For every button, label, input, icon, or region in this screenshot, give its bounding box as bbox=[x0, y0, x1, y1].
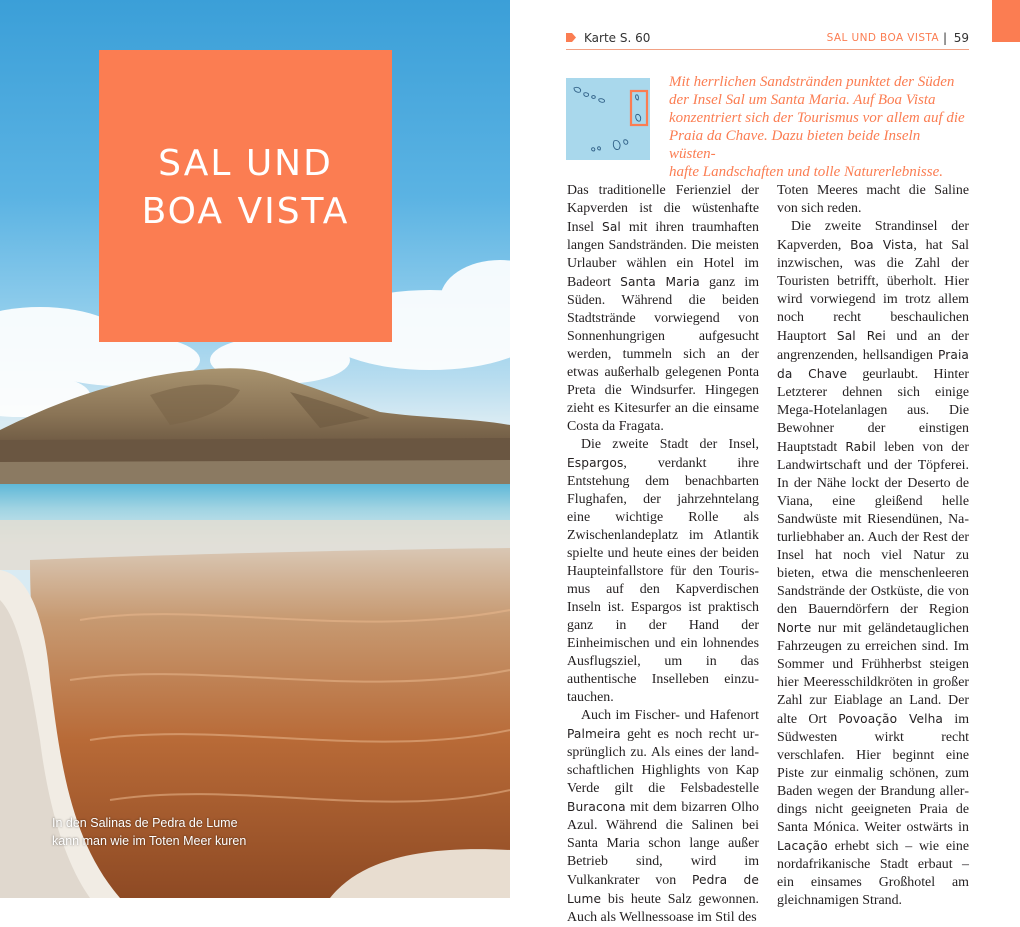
keyword: Sal Rei bbox=[836, 329, 886, 343]
page-number: 59 bbox=[953, 31, 969, 45]
intro-line: Mit herrlichen Sandstränden punktet der Süden bbox=[669, 74, 955, 90]
body-column-left bbox=[567, 182, 759, 927]
locator-map bbox=[566, 78, 650, 160]
map-reference[interactable]: Karte S. 60 bbox=[584, 31, 651, 45]
text-run: nur mit geländetauglichen Fahrzeugen zu erreichen sind. Im Sommer und Frühherbst steigen hier Meeresschildkröten in großer Zahl zur Eiablage an Land. Der alte Ort bbox=[777, 621, 969, 727]
text-run: Die zweite Strandinsel der Kapverden, bbox=[777, 219, 969, 253]
text-run: bis heute Salz gewonnen. Auch als Wellnessoase im Stil des bbox=[567, 892, 759, 925]
paragraph bbox=[567, 436, 759, 707]
text-run: geurlaubt. Hinter Letzterer dehnen sich einige Mega-Hotelanlagen aus. Die Bewohner der einstigen Hauptstadt bbox=[777, 367, 969, 455]
keyword: Povoação Velha bbox=[838, 712, 943, 726]
paragraph bbox=[567, 182, 759, 436]
keyword: Norte bbox=[777, 621, 812, 635]
keyword: Palmeira bbox=[567, 727, 621, 741]
paragraph bbox=[567, 707, 759, 927]
text-run: geht es noch recht ursprünglich zu. Als eines der landschaftlichen Highlights von Kap Verde gilt die Felsbadestelle bbox=[567, 727, 759, 796]
text-page bbox=[510, 0, 1020, 925]
intro-line: hafte Landschaften und tolle Naturerlebnisse. bbox=[669, 164, 944, 180]
text-run: ganz im Süden. Während die beiden Stadtstrände vorwiegend von Sonnenhungrigen aufgesucht werden, tummeln sich an der etwas außerhalb gelegenen Ponta Preta die Windsurfer. Hingegen zieht es Kitesurfer an die einsame Costa da Fragata. bbox=[567, 275, 759, 434]
intro-line: Praia da Chave. Dazu bieten beide Inseln wüsten- bbox=[669, 128, 921, 162]
arrow-tag-icon bbox=[566, 33, 576, 42]
text-run: Die zweite Stadt der Insel, bbox=[581, 437, 759, 452]
body-column-right bbox=[777, 182, 969, 910]
caption-line-1: In den Salinas de Pedra de Lume bbox=[52, 816, 238, 830]
photo-caption bbox=[52, 814, 312, 850]
text-run: leben von der Landwirtschaft und der Töpferei. In der Nähe lockt der Deserto de Viana, eine gleißend helle Sandwüste mit Riesendünen, Naturliebhaber an. Auch der Rest der Insel hat noch viel Natur zu bieten, etwa die menschenleeren Sandstrände der Ostküste, die von den Bauerndörfern der Region bbox=[777, 440, 970, 617]
chapter-title-box bbox=[99, 50, 392, 342]
keyword: Lacação bbox=[777, 839, 828, 853]
keyword: Santa Maria bbox=[620, 275, 700, 289]
chapter-title-line-1: SAL UND bbox=[158, 143, 333, 184]
text-run: mit ihren traumhaften langen Sandstränden. Die meisten Urlauber wählen ein Hotel im Badeort bbox=[567, 220, 759, 290]
caption-line-2: kann man wie im Toten Meer kuren bbox=[52, 834, 247, 848]
text-run: Toten Meeres macht die Saline von sich reden. bbox=[777, 183, 969, 216]
keyword: Pedra de Lume bbox=[567, 873, 759, 906]
paragraph bbox=[777, 182, 969, 218]
chapter-intro bbox=[669, 73, 969, 181]
photo-page bbox=[0, 0, 510, 898]
header-separator: | bbox=[942, 31, 947, 45]
text-run: im Südwesten wirkt recht verschlafen. Hier beginnt eine Piste zur einmalig schönen, zum Baden wegen der Brandung allerdings nicht geeigneten Praia de Santa Mónica. Weiter ostwärts in bbox=[777, 712, 969, 835]
keyword: Buracona bbox=[567, 800, 626, 814]
text-run: mit dem bizarren Olho Azul. Während die Salinen bei Santa Maria schon lange außer Betrieb sind, wird im Vulkankrater von bbox=[567, 800, 759, 888]
corner-tab bbox=[992, 0, 1020, 42]
text-run: , verdankt ihre Entstehung dem benachbarten Flughafen, der jahrzehntelang eine wichtige Rolle als Zwischenlandeplatz im Atlantik spielte und heute eines der beiden Haupteinfallstore für den Tourismus auf den Kapverdischen Inseln ist. Espargos ist praktisch ganz in der Hand der Einheimischen und ein lohnendes Ausflugsziel, um in das authentische Inselleben einzutauchen. bbox=[567, 456, 759, 705]
paragraph bbox=[777, 218, 969, 910]
chapter-title-line-2: BOA VISTA bbox=[141, 191, 350, 232]
running-chapter-title: SAL UND BOA VISTA bbox=[826, 32, 939, 44]
text-run: Das traditionelle Ferienziel der Kapverden ist die wüstenhafte Insel bbox=[567, 183, 759, 235]
keyword: Rabil bbox=[845, 440, 876, 454]
text-run: und an der angrenzenden, hellsandigen bbox=[777, 329, 969, 363]
text-run: erhebt sich – wie eine nordafrikanische Stadt erbaut – ein einsames Großhotel am gleichnamigen Strand. bbox=[777, 839, 969, 908]
intro-line: der Insel Sal um Santa Maria. Auf Boa Vista bbox=[669, 92, 936, 108]
intro-line: konzentriert sich der Tourismus vor allem auf die bbox=[669, 110, 965, 126]
text-run: Auch im Fischer- und Hafenort bbox=[581, 708, 759, 723]
keyword: Boa Vista bbox=[850, 238, 914, 252]
keyword: Praia da Chave bbox=[777, 348, 969, 381]
running-header bbox=[566, 30, 969, 50]
keyword: Espargos bbox=[567, 456, 624, 470]
keyword: Sal bbox=[601, 220, 621, 234]
text-run: , hat Sal inzwischen, was die Zahl der Touristen betrifft, überholt. Hier wird vorwiegend im trotz allem noch recht beschaulichen Hauptort bbox=[777, 238, 969, 344]
